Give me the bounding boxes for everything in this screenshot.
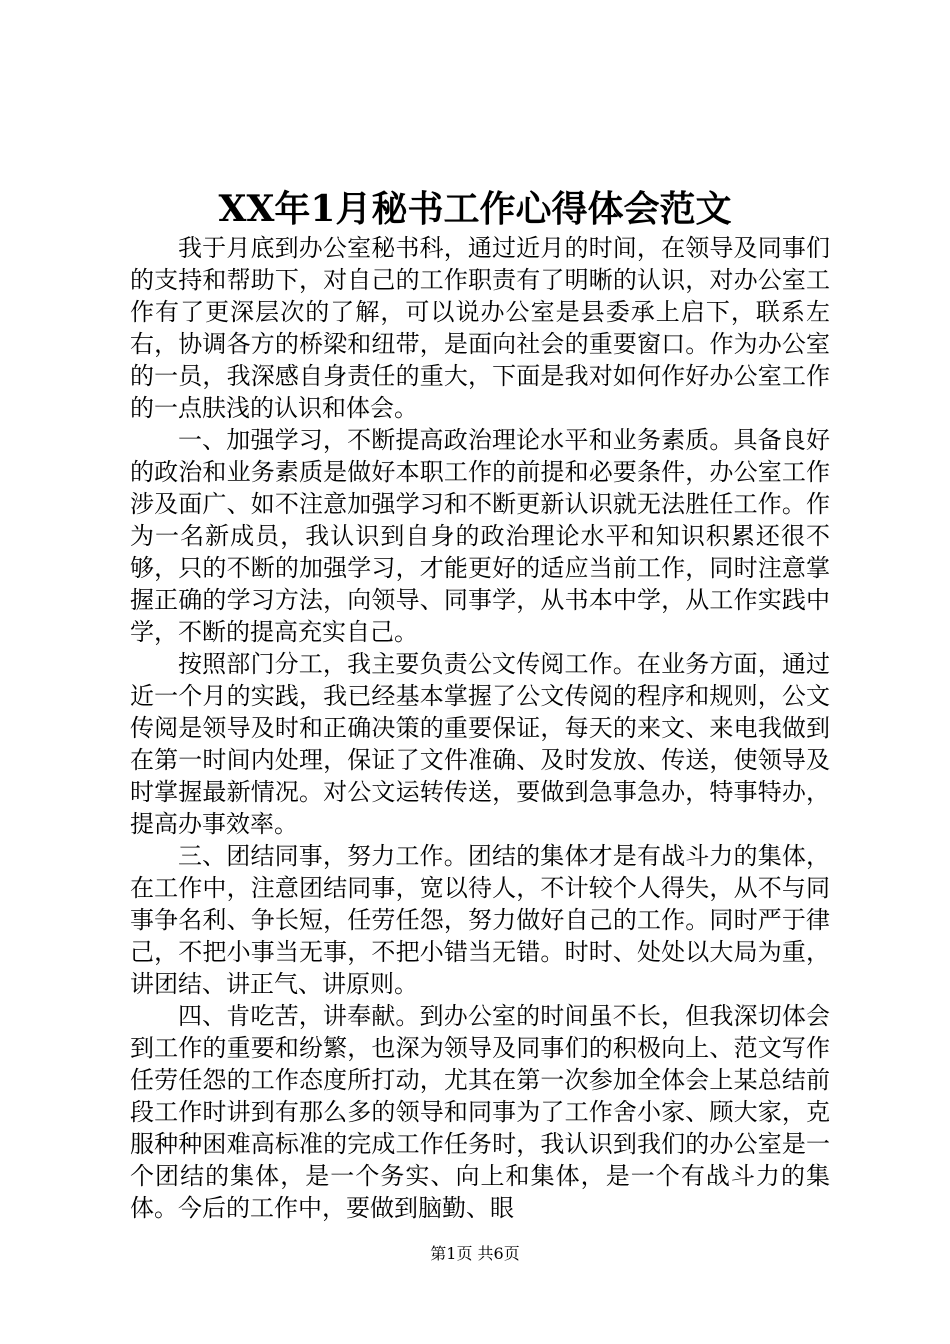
paragraph-study: 一、加强学习，不断提高政治理论水平和业务素质。具备良好的政治和业务素质是做好本职工作的前提和必要条件，办公室工作涉及面广、如不注意加强学习和不断更新认识就无法胜任工作。作为一名新成员，我认识到自身的政治理论水平和知识积累还很不够，只的不断的加强学习，才能更好的适应当前工作，同时注意掌握正确的学习方法，向领导、同事学，从书本中学，从工作实践中学，不断的提高充实自己。: [130, 426, 830, 646]
paragraph-document-circulation: 按照部门分工，我主要负责公文传阅工作。在业务方面，通过近一个月的实践，我已经基本掌握了公文传阅的程序和规则，公文传阅是领导及时和正确决策的重要保证，每天的来文、来电我做到在第一时间内处理，保证了文件准确、及时发放、传送，使领导及时掌握最新情况。对公文运转传送，要做到急事急办，特事特办，提高办事效率。: [130, 650, 830, 838]
paragraph-dedication: 四、肯吃苦，讲奉献。到办公室的时间虽不长，但我深切体会到工作的重要和纷繁，也深为领导及同事们的积极向上、范文写作任劳任怨的工作态度所打动，尤其在第一次参加全体会上某总结前段工作时讲到有那么多的领导和同事为了工作舍小家、顾大家，克服种种困难高标准的完成工作任务时，我认识到我们的办公室是一个团结的集体，是一个务实、向上和集体，是一个有战斗力的集体。今后的工作中，要做到脑勤、眼: [130, 1002, 830, 1222]
document-body: [130, 232, 830, 1224]
page-title: XX年1月秘书工作心得体会范文: [218, 188, 732, 230]
paragraph-intro: 我于月底到办公室秘书科，通过近月的时间，在领导及同事们的支持和帮助下，对自己的工作职责有了明晰的认识，对办公室工作有了更深层次的了解，可以说办公室是县委承上启下，联系左右，协调各方的桥梁和纽带，是面向社会的重要窗口。作为办公室的一员，我深感自身责任的重大，下面是我对如何作好办公室工作的一点肤浅的认识和体会。: [130, 234, 830, 422]
paragraph-unity: 三、团结同事，努力工作。团结的集体才是有战斗力的集体，在工作中，注意团结同事，宽以待人，不计较个人得失，从不与同事争名利、争长短，任劳任怨，努力做好自己的工作。同时严于律己，不把小事当无事，不把小错当无错。时时、处处以大局为重，讲团结、讲正气、讲原则。: [130, 842, 830, 998]
page-number: 第1页 共6页: [430, 1244, 520, 1263]
